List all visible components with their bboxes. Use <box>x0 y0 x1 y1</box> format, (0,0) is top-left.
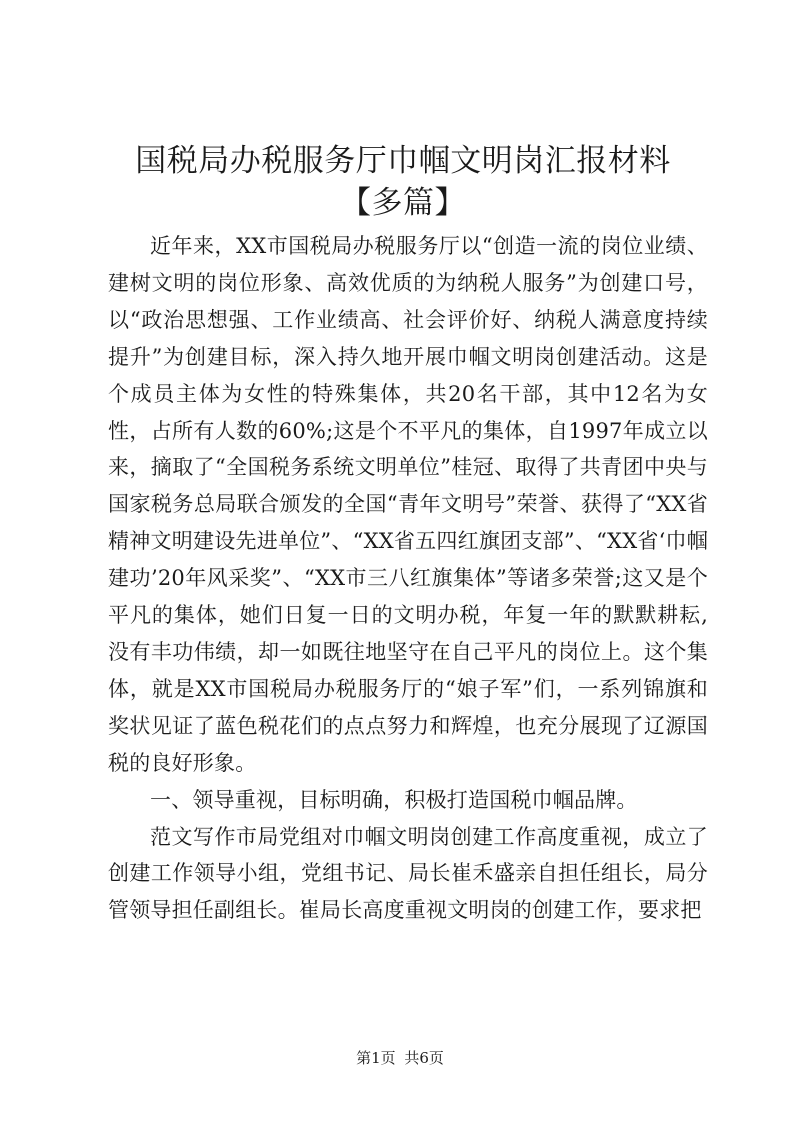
document-body <box>108 228 708 929</box>
page-total: 共6页 <box>404 1049 444 1067</box>
document-title: 国税局办税服务厅巾帼文明岗汇报材料【多篇】 <box>135 143 671 221</box>
body-paragraph-intro: 近年来，XX市国税局办税服务厅以“创造一流的岗位业绩、建树文明的岗位形象、高效优质的为纳税人服务”为创建口号，以“政治思想强、工作业绩高、社会评价好、纳税人满意度持续提升”为创建目标，深入持久地开展巾帼文明岗创建活动。这是个成员主体为女性的特殊集体，共20名干部，其中12名为女性，占所有人数的60%;这是个不平凡的集体，自1997年成立以来，摘取了“全国税务系统文明单位”桂冠、取得了共青团中央与国家税务总局联合颁发的全国“青年文明号”荣誉、获得了“XX省精神文明建设先进单位”、“XX省五四红旗团支部”、“XX省‘巾帼建功’20年风采奖”、“XX市三八红旗集体”等诸多荣誉;这又是个平凡的集体，她们日复一日的文明办税，年复一年的默默耕耘,没有丰功伟绩，却一如既往地坚守在自己平凡的岗位上。这个集体，就是XX市国税局办税服务厅的“娘子军”们，一系列锦旗和奖状见证了蓝色税花们的点点努力和辉煌，也充分展现了辽源国税的良好形象。 <box>108 234 708 775</box>
body-paragraph-section-1: 范文写作市局党组对巾帼文明岗创建工作高度重视，成立了创建工作领导小组，党组书记、局长崔禾盛亲自担任组长，局分管领导担任副组长。崔局长高度重视文明岗的创建工作，要求把 <box>108 824 708 923</box>
page-number: 第1页 <box>356 1049 396 1067</box>
page-footer <box>0 1048 800 1068</box>
section-heading-1: 一、领导重视，目标明确，积极打造国税巾帼品牌。 <box>150 787 638 812</box>
